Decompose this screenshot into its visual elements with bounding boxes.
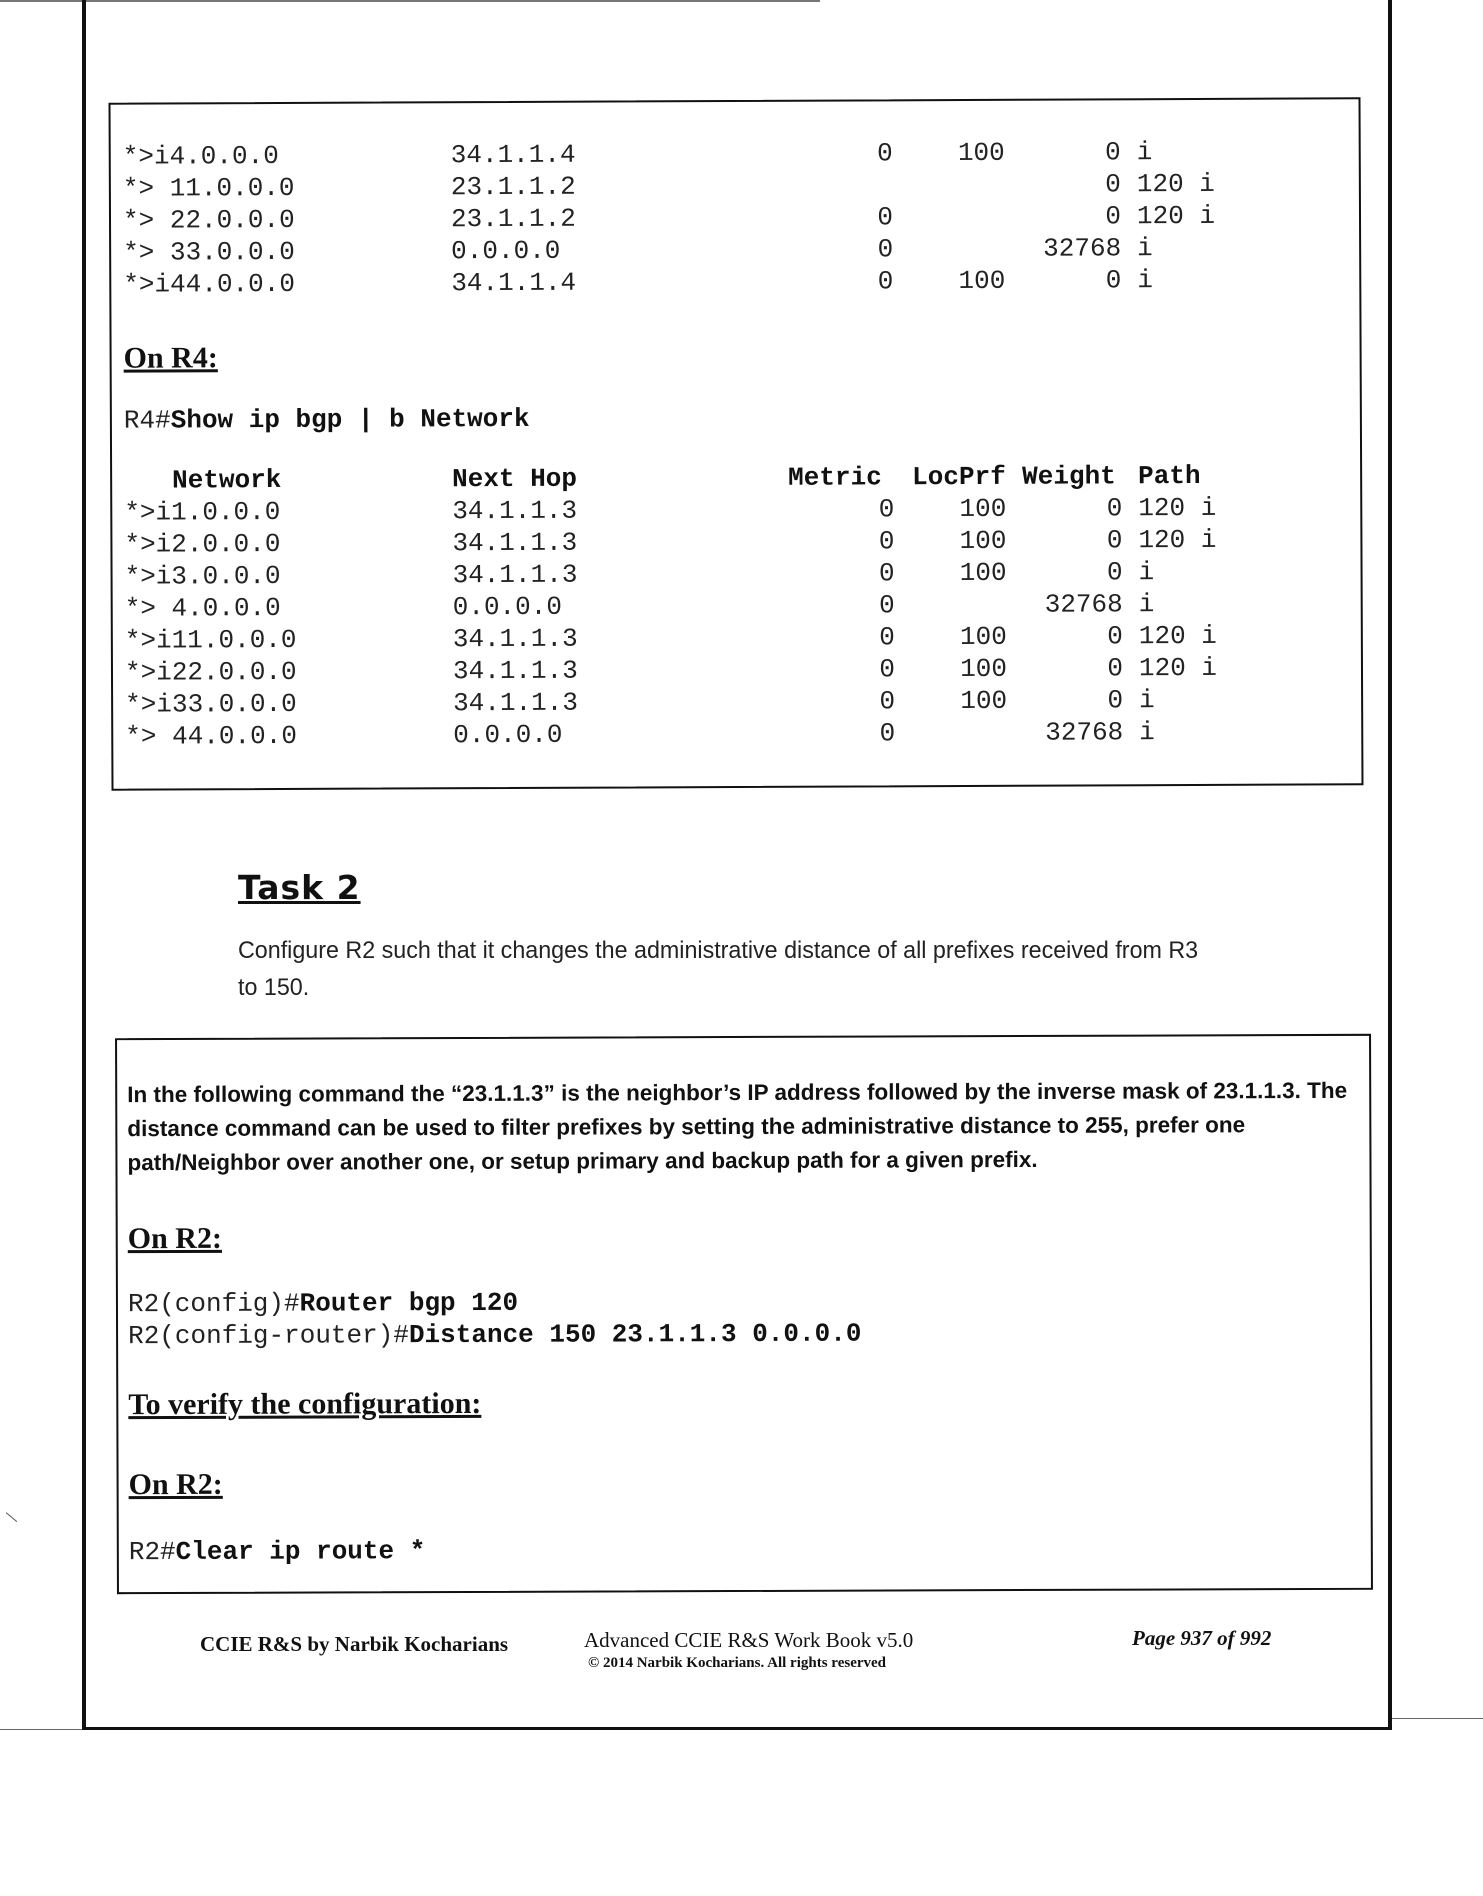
network-cell: *>i4.0.0.0 bbox=[122, 140, 279, 172]
command-prompt: R4# bbox=[123, 405, 171, 436]
footer-page-number: Page 937 of 992 bbox=[1132, 1626, 1272, 1650]
path-cell: i bbox=[1139, 685, 1155, 716]
weight-cell: 32768 bbox=[1045, 717, 1124, 748]
weight-cell: 0 bbox=[1105, 201, 1122, 232]
path-cell: i bbox=[1138, 557, 1155, 588]
r4-command-line bbox=[124, 403, 530, 437]
command-text: Router bgp 120 bbox=[299, 1287, 519, 1319]
scan-edge-bottom-left bbox=[0, 1729, 82, 1730]
locprf-cell: 100 bbox=[959, 493, 1007, 525]
path-cell: 120 i bbox=[1138, 620, 1217, 652]
table-row bbox=[113, 620, 1217, 656]
footer-book-title: Advanced CCIE R&S Work Book v5.0 bbox=[584, 1628, 914, 1652]
path-cell: i bbox=[1138, 589, 1155, 620]
weight-cell: 0 bbox=[1105, 265, 1122, 296]
locprf-cell: 100 bbox=[957, 137, 1005, 169]
next-hop-cell: 34.1.1.4 bbox=[451, 267, 577, 299]
footer-copyright: © 2014 Narbik Kocharians. All rights reserved bbox=[588, 1655, 887, 1671]
metric-cell: 0 bbox=[878, 558, 895, 589]
locprf-cell: 100 bbox=[960, 653, 1008, 685]
weight-cell: 0 bbox=[1105, 137, 1121, 168]
table-row bbox=[113, 589, 1155, 624]
task-description: Configure R2 such that it changes the administrative distance of all prefixes received from R3 to 150. bbox=[238, 937, 1199, 1001]
next-hop-cell: 34.1.1.3 bbox=[452, 495, 578, 527]
metric-cell: 0 bbox=[878, 494, 895, 525]
network-cell: *> 44.0.0.0 bbox=[125, 720, 297, 752]
header-weight: Weight bbox=[1022, 461, 1116, 492]
section-heading-r2-config: On R2: bbox=[127, 1221, 222, 1256]
locprf-cell: 100 bbox=[960, 685, 1008, 717]
metric-cell: 0 bbox=[877, 266, 894, 297]
network-cell: *>i33.0.0.0 bbox=[125, 688, 297, 720]
r3-bgp-table-tail bbox=[111, 137, 1360, 392]
table-row bbox=[113, 685, 1155, 720]
section-heading-r4: On R4: bbox=[123, 341, 218, 375]
command-text: Show ip bgp | b Network bbox=[170, 403, 530, 436]
header-metric: Metric bbox=[788, 462, 882, 493]
r4-bgp-table bbox=[113, 460, 1363, 968]
next-hop-cell: 0.0.0.0 bbox=[453, 719, 563, 751]
network-cell: *> 22.0.0.0 bbox=[122, 204, 295, 236]
locprf-cell: 100 bbox=[959, 557, 1007, 589]
path-cell: i bbox=[1136, 137, 1153, 168]
table-row bbox=[113, 652, 1218, 688]
command-prompt: R2# bbox=[128, 1536, 176, 1568]
path-cell: 120 i bbox=[1138, 652, 1218, 684]
network-cell: *>i11.0.0.0 bbox=[124, 624, 297, 656]
next-hop-cell: 34.1.1.3 bbox=[452, 527, 578, 559]
network-cell: *> 33.0.0.0 bbox=[123, 236, 295, 268]
network-cell: *> 11.0.0.0 bbox=[122, 172, 295, 204]
next-hop-cell: 23.1.1.2 bbox=[450, 203, 576, 235]
header-next-hop: Next Hop bbox=[452, 463, 578, 495]
footer-author: CCIE R&S by Narbik Kocharians bbox=[200, 1632, 509, 1656]
network-cell: *>i22.0.0.0 bbox=[124, 656, 297, 688]
network-cell: *> 4.0.0.0 bbox=[124, 592, 281, 624]
locprf-cell: 100 bbox=[959, 525, 1007, 557]
table-row bbox=[113, 557, 1155, 592]
table-row bbox=[111, 233, 1153, 268]
header-network: Network bbox=[172, 464, 282, 496]
header-locprf: LocPrf bbox=[912, 461, 1006, 493]
weight-cell: 0 bbox=[1107, 685, 1124, 716]
config-line bbox=[128, 1318, 861, 1353]
weight-cell: 32768 bbox=[1044, 589, 1123, 620]
section-heading-verify: To verify the configuration: bbox=[128, 1386, 482, 1422]
locprf-cell: 100 bbox=[959, 621, 1007, 653]
command-prompt: R2(config)# bbox=[127, 1288, 300, 1320]
metric-cell: 0 bbox=[879, 590, 895, 621]
path-cell: i bbox=[1137, 265, 1153, 296]
header-path: Path bbox=[1138, 460, 1201, 492]
network-cell: *>i2.0.0.0 bbox=[124, 528, 281, 560]
weight-cell: 0 bbox=[1106, 525, 1123, 556]
weight-cell: 32768 bbox=[1043, 233, 1122, 264]
section-heading-r2-verify: On R2: bbox=[128, 1467, 223, 1502]
next-hop-cell: 34.1.1.3 bbox=[452, 623, 578, 655]
metric-cell: 0 bbox=[879, 686, 896, 717]
verify-command-line bbox=[129, 1535, 426, 1568]
metric-cell: 0 bbox=[879, 654, 896, 685]
path-cell: 120 i bbox=[1138, 524, 1217, 556]
metric-cell: 0 bbox=[877, 138, 893, 169]
next-hop-cell: 34.1.1.3 bbox=[453, 687, 579, 719]
locprf-cell: 100 bbox=[958, 265, 1006, 297]
network-cell: *>i44.0.0.0 bbox=[123, 268, 296, 300]
path-cell: i bbox=[1139, 717, 1155, 748]
next-hop-cell: 34.1.1.4 bbox=[450, 139, 576, 171]
weight-cell: 0 bbox=[1106, 557, 1123, 588]
metric-cell: 0 bbox=[877, 202, 894, 233]
path-cell: i bbox=[1137, 233, 1153, 264]
table-row bbox=[111, 200, 1216, 236]
path-cell: 120 i bbox=[1136, 200, 1216, 232]
config-line bbox=[128, 1287, 518, 1320]
next-hop-cell: 34.1.1.3 bbox=[452, 559, 578, 591]
command-prompt: R2(config-router)# bbox=[128, 1320, 409, 1352]
path-cell: 120 i bbox=[1138, 492, 1217, 524]
metric-cell: 0 bbox=[879, 718, 896, 749]
bgp-output-box bbox=[109, 97, 1364, 790]
metric-cell: 0 bbox=[877, 234, 894, 265]
weight-cell: 0 bbox=[1106, 493, 1123, 524]
command-text: Distance 150 23.1.1.3 0.0.0.0 bbox=[408, 1318, 862, 1351]
next-hop-cell: 34.1.1.3 bbox=[452, 655, 578, 687]
weight-cell: 0 bbox=[1105, 169, 1121, 200]
scan-edge-bottom-right bbox=[1392, 1718, 1483, 1719]
table-row bbox=[111, 137, 1153, 172]
command-text: Clear ip route * bbox=[175, 1536, 426, 1567]
network-cell: *>i1.0.0.0 bbox=[124, 496, 281, 528]
table-row bbox=[112, 524, 1217, 560]
metric-cell: 0 bbox=[879, 622, 895, 653]
scan-artifact bbox=[0, 1512, 17, 1532]
table-row bbox=[113, 717, 1155, 752]
table-row bbox=[111, 265, 1153, 300]
weight-cell: 0 bbox=[1107, 621, 1123, 652]
weight-cell: 0 bbox=[1107, 653, 1124, 684]
metric-cell: 0 bbox=[878, 526, 895, 557]
next-hop-cell: 23.1.1.2 bbox=[450, 171, 576, 203]
task-title: Task 2 bbox=[238, 868, 361, 907]
next-hop-cell: 0.0.0.0 bbox=[452, 591, 562, 623]
table-row bbox=[112, 492, 1217, 528]
table-row bbox=[111, 168, 1215, 204]
table-header-row bbox=[112, 460, 1201, 496]
path-cell: 120 i bbox=[1136, 168, 1215, 200]
network-cell: *>i3.0.0.0 bbox=[124, 560, 281, 592]
solution-box bbox=[115, 1034, 1373, 1594]
solution-note: In the following command the “23.1.1.3” is the neighbor’s IP address followed by the inverse mask of 23.1.1.3. The distance command can be used to filter prefixes by setting the administrative distance to 255, prefer one path/Neighbor over another one, or setup primary and backup path for a given prefix. bbox=[127, 1077, 1348, 1176]
next-hop-cell: 0.0.0.0 bbox=[451, 235, 561, 267]
